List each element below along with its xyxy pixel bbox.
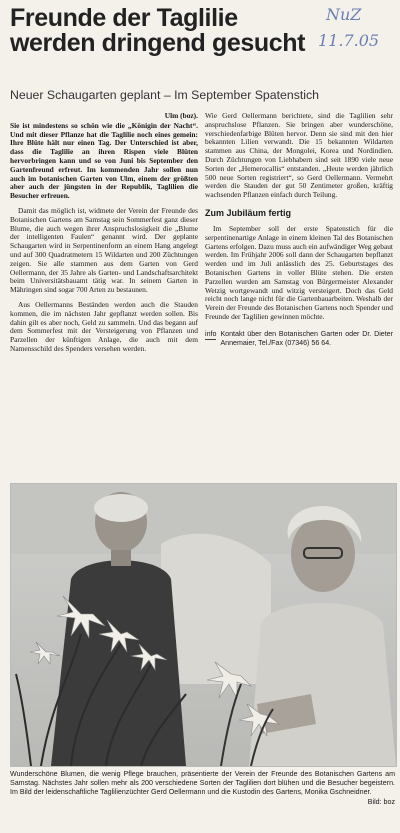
column-left: [10, 112, 198, 354]
headline-line-2: werden dringend gesucht: [10, 29, 305, 57]
info-box: [205, 330, 393, 348]
column-right: [205, 112, 393, 347]
body-paragraph: Aus Oellermanns Beständen werden auch die Stauden kommen, die im nächsten Jahr gepflanzt werden sollen. Bis dahin gilt es aber noch, Geld zu sammeln. Und das begann auf dem Sommerfest mit der Versteigerung von Pflanzen und Parzellen der künftigen Anlage, die auch mit dem Namensschild des Spenders versehen werden.: [10, 299, 198, 353]
section-heading: Zum Jubiläum fertig: [205, 207, 292, 218]
caption-text: Wunderschöne Blumen, die wenig Pflege brauchen, präsentierte der Verein der Freunde des Botanischen Gartens am Samstag. Nächstes Jahr sollen mehr als 200 verschiedene Sorten der Taglilien dort blühen und die Besucher begeistern. Im Bild der leidenschaftliche Taglilienzüchter Gerd Oellermann und die Kustodin des Gartens, Monika Gschneidner.: [10, 770, 395, 797]
photo-credit: Bild: boz: [367, 797, 395, 806]
handwritten-source: NuZ: [326, 5, 362, 24]
body-paragraph: Damit das möglich ist, widmete der Verein der Freunde des Botanischen Gartens am Samstag sein Sommerfest ganz dieser Blume, die auch wegen ihrer Anspruchslosigkeit die „Blume der intelligenten Faulen“ genannt wird. Der geplante Schaugarten wird in Serpentinenform an einem Hang angelegt und auf 300 Quadratmetern 15 Wildarten und 200 Züchtungen zeigen. Sie alle stammen aus dem Garten von Gerd Oellermann, der 35 Jahre als Garten- und Landschaftsarchitekt beim Universitätsbauamt tätig war. In seinem Garten in Mähringen sind sogar 700 Arten zu bestaunen.: [10, 205, 198, 295]
dateline: Ulm (boz).: [164, 111, 198, 120]
photo-caption: [10, 770, 395, 807]
subheadline: Neuer Schaugarten geplant – Im September Spatenstich: [10, 88, 319, 102]
headline-line-1: Freunde der Taglilie: [10, 4, 238, 32]
handwritten-date: 11.7.05: [318, 31, 380, 50]
lead-paragraph: Sie ist mindestens so schön wie die „Königin der Nacht“. Und mit dieser Pflanze hat die Taglilie noch eines gemein: Ihre Blüte hält nur einen Tag. Der Unterschied ist aber, dass die Taglilie an ihren Rispen viele Blüten hervorbringen kann und so von Juni bis September den Gartenfreund erfreut. Im kommenden Jahr sollen nun auch im botanischen Garten von Ulm, einem der größten aber auch der jüngsten in der Republik, Taglilien die Besucher erfreuen.: [10, 120, 198, 201]
body-paragraph: Wie Gerd Oellermann berichtete, sind die Taglilien sehr anspruchslose Pflanzen. Sie bringen aber wunderschöne, verschiedenfarbige Blüten hervor. Denn sie sind mit den hier bekannten Lilien verwandt. Die 15 bekannten Wildarten stammen aus China, der Mongolei, Korea und Nordindien. Durch Züchtungen von Liebhabern sind seit 1890 viele neue Sorten der „Hemerocallis“ entstanden. „Heute werden jährlich 500 neue Sorten registriert“, so Gerd Oellermann. Vermehrt werden die Stauden der gut 50 Zentimeter großen, kräftig wachsenden Pflanzen einfach durch Teilung.: [205, 111, 393, 200]
body-paragraph: Im September soll der erste Spatenstich für die serpentinenartige Anlage in einem kleinen Tal des Botanischen Gartens erfolgen. Dazu muss auch ein aufwändiger Weg gebaut werden. Im Frühjahr 2006 soll dann der Schaugarten bepflanzt werden und im Juli anlässlich des 25. Geburtstages des Botanischen Gartens in voller Blüte stehen. Die ersten Parzellen wurden am Samstag von Bürgermeister Alexander Wetzig wortgewandt und witzig versteigert. Doch das Geld reicht noch lange nicht für die Gartenbauarbeiten. Weshalb der Verein der Freunde des Botanischen Gartens noch Spender und Freunde der Taglilien gewinnen möchte.: [205, 223, 393, 321]
article-photo: [10, 483, 397, 767]
photo-illustration: [11, 484, 396, 766]
info-label: info: [205, 329, 217, 338]
info-text: Kontakt über den Botanischen Garten oder Dr. Dieter Annemaier, Tel./Fax (07346) 56 64.: [220, 329, 393, 347]
headline: [10, 6, 340, 56]
handwritten-note: [318, 5, 398, 65]
